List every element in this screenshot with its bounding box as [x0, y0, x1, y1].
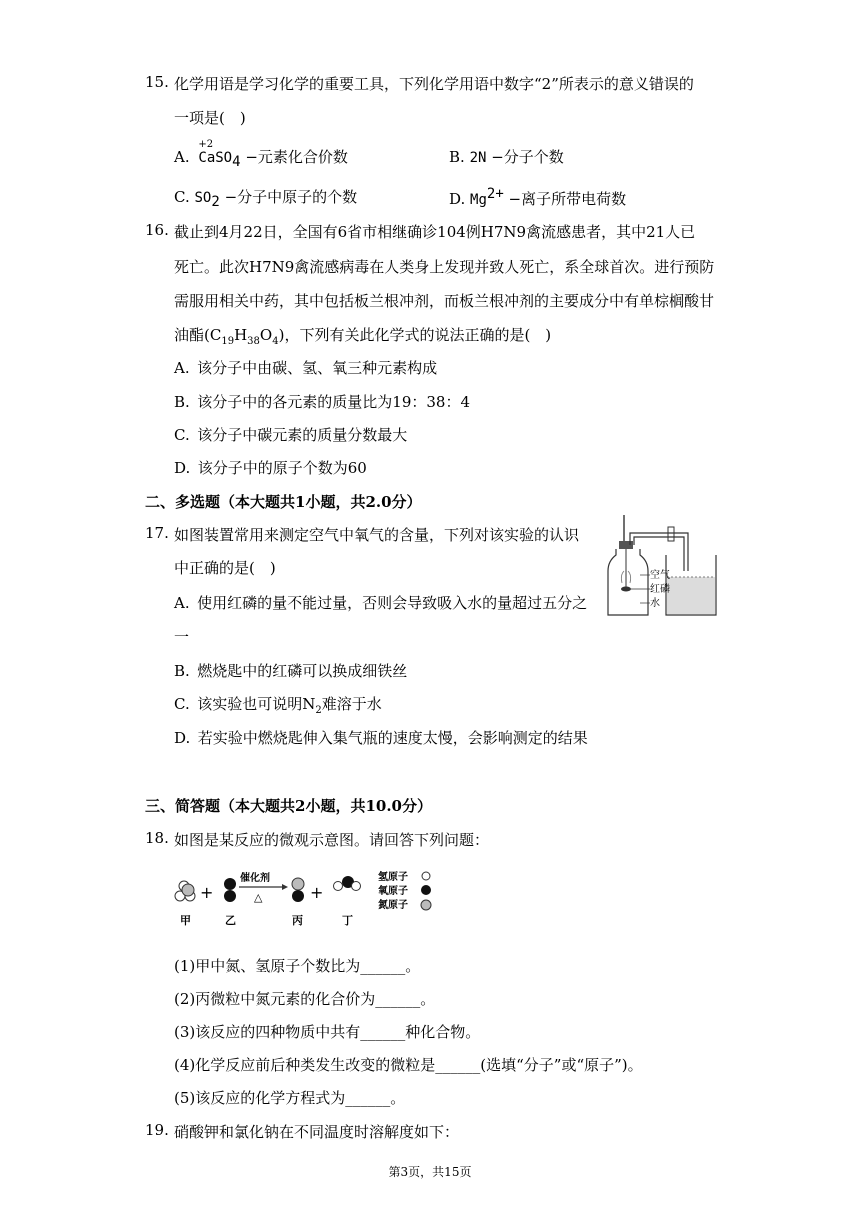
q18-part-1: (1)甲中氮、氢原子个数比为______。	[174, 957, 421, 975]
q19-number: 19.	[145, 1121, 169, 1139]
q16-option-b: B. 该分子中的各元素的质量比为19：38：4	[174, 393, 471, 411]
q15-option-d: D. $Mg^{2+}$ −离子所带电荷数	[449, 186, 627, 208]
q16-stem-line4: 油酯$(C_{19}H_{38}O_4)$，下列有关此化学式的说法正确的是( )	[174, 326, 552, 347]
q16-stem-line3: 需服用相关中药，其中包括板兰根冲剂，而板兰根冲剂的主要成分中有单棕榈酸甘	[174, 292, 715, 310]
q18-part-2: (2)丙微粒中氮元素的化合价为______。	[174, 990, 436, 1008]
plus-sign-1: +	[200, 883, 214, 902]
q18-stem-line1: 如图是某反应的微观示意图。请回答下列问题：	[174, 831, 490, 849]
section-heading-short-answer: 三、简答题（本大题共2小题，共10.0分）	[145, 797, 432, 815]
molecule-bing	[292, 878, 304, 902]
legend-nitrogen-atom	[421, 900, 431, 910]
q17-option-b: B. 燃烧匙中的红磷可以换成细铁丝	[174, 662, 408, 680]
figure-label-water: 水	[650, 598, 660, 609]
legend-hydrogen-atom	[422, 872, 430, 880]
q15-stem-line2: 一项是( )	[174, 109, 246, 127]
q17-option-c: C. 该实验也可说明$N_2$难溶于水	[174, 695, 382, 716]
q16-option-a: A. 该分子中由碳、氢、氧三种元素构成	[174, 359, 438, 377]
q16-stem-line1: 截止到4月22日，全国有6省市相继确诊104例H7N9禽流感患者，其中21人已	[174, 223, 696, 241]
reaction-micro-diagram	[172, 868, 438, 930]
q15-a-formula: +2 CaSO$_4$	[198, 139, 241, 170]
label-bing: 丙	[292, 914, 303, 927]
q17-stem-line1: 如图装置常用来测定空气中氧气的含量，下列对该实验的认识	[174, 526, 580, 544]
q19-stem-line1: 硝酸钾和氯化钠在不同温度时溶解度如下：	[174, 1123, 460, 1141]
label-yi: 乙	[225, 914, 236, 927]
legend-oxygen-atom	[421, 885, 431, 895]
q17-number: 17.	[145, 524, 169, 542]
section-heading-multiple-choice: 二、多选题（本大题共1小题，共2.0分）	[145, 493, 422, 511]
q16-stem-line2: 死亡。此次H7N9禽流感病毒在人类身上发现并致人死亡，系全球首次。进行预防	[174, 258, 715, 276]
q15-option-a: A. +2 CaSO$_4$ −元素化合价数	[174, 139, 348, 170]
q15-stem-line1: 化学用语是学习化学的重要工具，下列化学用语中数字“2”所表示的意义错误的	[174, 75, 694, 93]
q18-part-4: (4)化学反应前后种类发生改变的微粒是______(选填“分子”或“原子”)。	[174, 1056, 643, 1074]
catalyst-label: 催化剂	[240, 873, 270, 884]
q15-option-b: B. 2N −分子个数	[449, 148, 564, 166]
q18-part-5: (5)该反应的化学方程式为______。	[174, 1089, 406, 1107]
q18-number: 18.	[145, 829, 169, 847]
q16-number: 16.	[145, 221, 169, 239]
page-footer: 第3页，共15页	[388, 1165, 472, 1179]
figure-label-red-phosphorus: 红磷	[650, 584, 670, 595]
q16-option-d: D. 该分子中的原子个数为60	[174, 459, 367, 477]
q16-option-c: C. 该分子中碳元素的质量分数最大	[174, 426, 408, 444]
q15-option-c: C. $SO_2$ −分子中原子的个数	[174, 188, 358, 210]
label-ding: 丁	[342, 914, 353, 927]
legend-nitrogen: 氮原子	[378, 900, 408, 911]
plus-sign-2: +	[310, 883, 324, 902]
q17-option-a-line2: 一	[174, 628, 190, 646]
q15-number: 15.	[145, 73, 169, 91]
q18-part-3: (3)该反应的四种物质中共有______种化合物。	[174, 1023, 481, 1041]
q17-option-a-line1: A. 使用红磷的量不能过量，否则会导致吸入水的量超过五分之	[174, 594, 588, 612]
heat-symbol: △	[254, 891, 263, 904]
oxygen-measurement-apparatus-figure	[604, 515, 720, 619]
legend-hydrogen: 氢原子	[378, 872, 408, 883]
figure-label-air: 空气	[650, 570, 670, 581]
label-jia: 甲	[180, 914, 191, 927]
molecule-yi	[224, 878, 236, 902]
molecule-jia	[175, 881, 195, 901]
q17-option-d: D. 若实验中燃烧匙伸入集气瓶的速度太慢，会影响测定的结果	[174, 729, 588, 747]
molecule-ding	[334, 876, 361, 891]
legend-oxygen: 氧原子	[378, 886, 408, 897]
q17-stem-line2: 中正确的是( )	[174, 559, 276, 577]
